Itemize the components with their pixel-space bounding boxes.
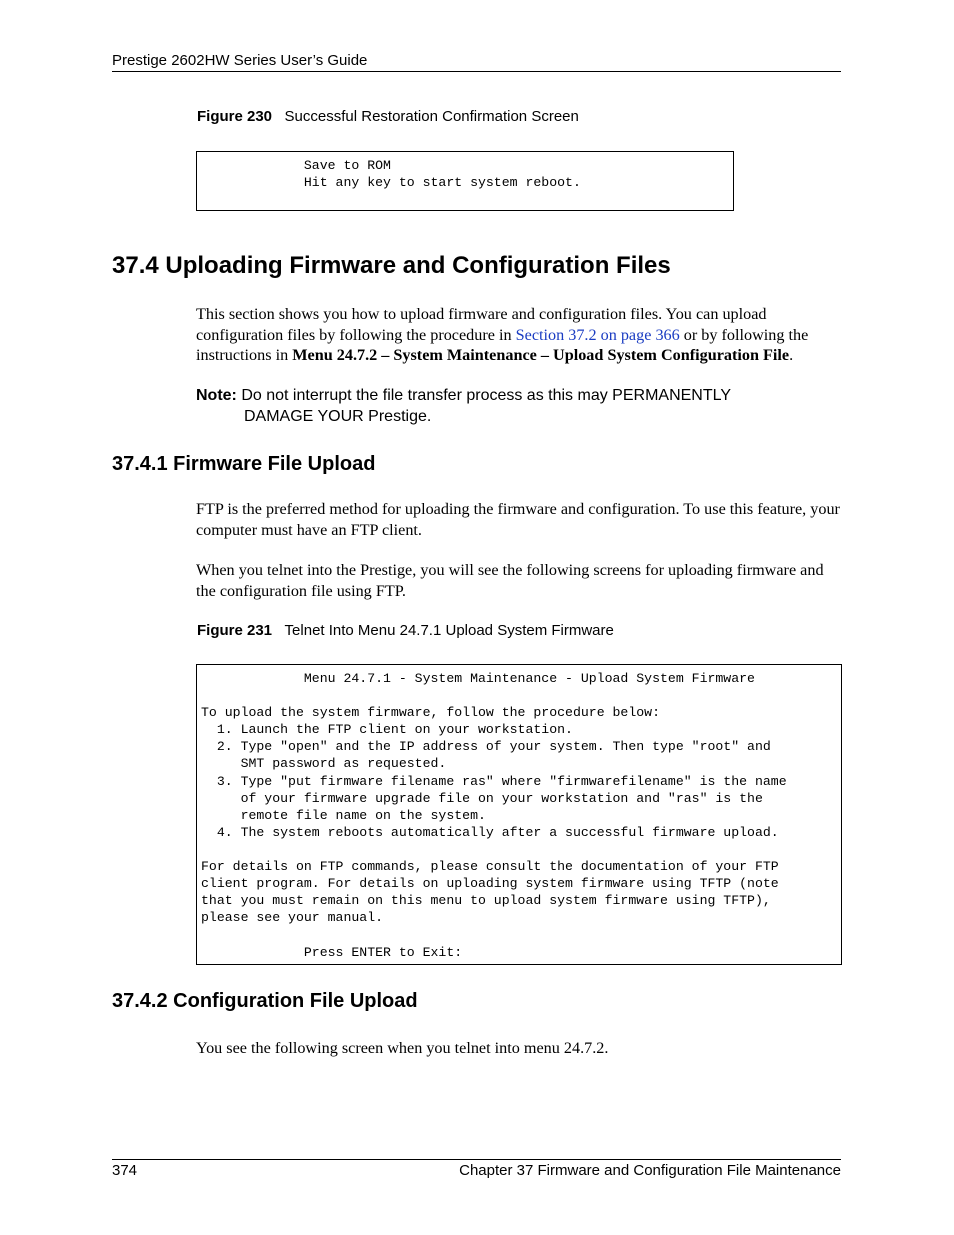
code-line: Press ENTER to Exit:	[201, 944, 463, 960]
code-line	[201, 687, 841, 704]
code-line: Menu 24.7.1 - System Maintenance - Upload System Firmware	[201, 671, 755, 686]
section-title: 37.4 Uploading Firmware and Configuration Files	[112, 252, 671, 279]
figure-231-label: Figure 231	[197, 622, 273, 639]
code-line	[201, 926, 841, 943]
chapter-footer: Chapter 37 Firmware and Configuration File Maintenance	[459, 1162, 841, 1179]
note-text: Do not interrupt the file transfer process as this may PERMANENTLY	[236, 387, 731, 404]
figure-231-caption	[197, 622, 614, 639]
code-line: 3. Type "put firmware filename ras" where "firmwarefilename" is the name	[201, 773, 787, 789]
code-line: Hit any key to start system reboot.	[201, 175, 581, 191]
code-line: 1. Launch the FTP client on your workstation.	[201, 722, 573, 738]
code-line: please see your manual.	[201, 910, 384, 926]
firmware-paragraph-2: When you telnet into the Prestige, you will see the following screens for uploading firmware and the configuration file using FTP.	[196, 561, 824, 600]
intro-text: .	[789, 346, 794, 364]
code-line: SMT password as requested.	[201, 756, 447, 772]
code-line: that you must remain on this menu to upload system firmware using TFTP),	[201, 893, 771, 909]
firmware-paragraph-1: FTP is the preferred method for uploading the firmware and configuration. To use this feature, your computer must have an FTP client.	[196, 500, 840, 539]
code-line: For details on FTP commands, please consult the documentation of your FTP	[201, 859, 779, 875]
page-number: 374	[112, 1162, 138, 1179]
intro-paragraph	[196, 304, 846, 366]
code-line: 4. The system reboots automatically after a successful firmware upload.	[201, 824, 779, 840]
figure-230-screen	[196, 151, 734, 211]
code-line: Save to ROM	[201, 158, 391, 173]
header-rule	[112, 71, 841, 72]
configuration-paragraph: You see the following screen when you telnet into menu 24.7.2.	[196, 1039, 609, 1057]
figure-230-title: Successful Restoration Confirmation Screen	[284, 108, 579, 125]
code-line	[201, 841, 841, 858]
intro-text: This section shows you how to upload firmware and configuration files. You can upload configuration files by following the procedure in	[196, 305, 767, 344]
figure-231-title: Telnet Into Menu 24.7.1 Upload System Firmware	[284, 622, 614, 639]
menu-reference: Menu 24.7.2 – System Maintenance – Upload System Configuration File	[292, 346, 790, 364]
note-label: Note:	[196, 387, 237, 404]
note-block	[196, 385, 836, 427]
code-line: remote file name on the system.	[201, 807, 486, 823]
code-line: To upload the system firmware, follow the procedure below:	[201, 705, 660, 721]
figure-230-caption	[197, 108, 579, 125]
code-line: 2. Type "open" and the IP address of your system. Then type "root" and	[201, 739, 771, 755]
note-text-continued: DAMAGE YOUR Prestige.	[244, 408, 432, 425]
figure-231-screen	[196, 664, 842, 965]
footer-rule	[112, 1159, 841, 1160]
subsection-title-configuration: 37.4.2 Configuration File Upload	[112, 990, 418, 1012]
figure-230-label: Figure 230	[197, 108, 273, 125]
code-line: of your firmware upgrade file on your workstation and "ras" is the	[201, 790, 763, 806]
running-header: Prestige 2602HW Series User’s Guide	[112, 52, 368, 69]
code-line: client program. For details on uploading system firmware using TFTP (note	[201, 876, 779, 892]
subsection-title-firmware: 37.4.1 Firmware File Upload	[112, 453, 376, 475]
section-link[interactable]: Section 37.2 on page 366	[515, 325, 680, 344]
intro-text: or by following the instructions in	[196, 325, 809, 364]
